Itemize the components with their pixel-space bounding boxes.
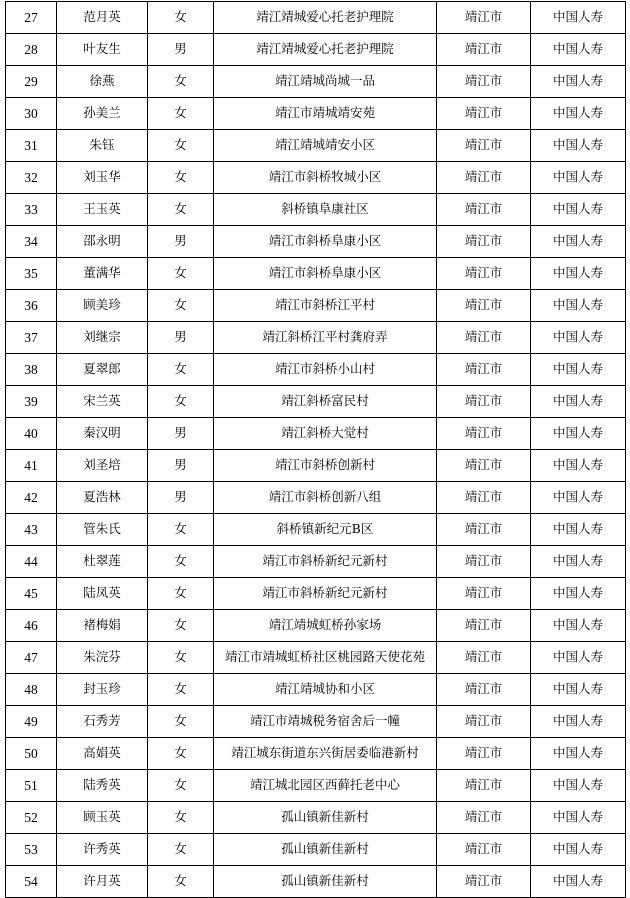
- person-name: 石秀芳: [57, 706, 148, 738]
- table-row: [6, 130, 626, 162]
- insurer: 中国人寿: [531, 866, 626, 898]
- person-name: 许秀英: [57, 834, 148, 866]
- table-row: [6, 290, 626, 322]
- gender: 女: [148, 386, 214, 418]
- table-row: [6, 738, 626, 770]
- row-number: 36: [6, 290, 57, 322]
- city: 靖江市: [437, 514, 531, 546]
- table-row: [6, 578, 626, 610]
- insurer: 中国人寿: [531, 514, 626, 546]
- insurer: 中国人寿: [531, 610, 626, 642]
- person-name: 杜翠莲: [57, 546, 148, 578]
- table-row: [6, 162, 626, 194]
- roster-table-body: [6, 2, 626, 898]
- row-number: 30: [6, 98, 57, 130]
- address: 靖江靖城爱心托老护理院: [214, 2, 437, 34]
- city: 靖江市: [437, 162, 531, 194]
- gender: 女: [148, 66, 214, 98]
- table-row: [6, 834, 626, 866]
- address: 靖江城东街道东兴街居委临港新村: [214, 738, 437, 770]
- table-row: [6, 418, 626, 450]
- address: 靖江靖城爱心托老护理院: [214, 34, 437, 66]
- address: 靖江市斜桥创新村: [214, 450, 437, 482]
- row-number: 44: [6, 546, 57, 578]
- address: 靖江斜桥江平村龚府弄: [214, 322, 437, 354]
- person-name: 顾玉英: [57, 802, 148, 834]
- address: 靖江市斜桥小山村: [214, 354, 437, 386]
- person-name: 封玉珍: [57, 674, 148, 706]
- city: 靖江市: [437, 226, 531, 258]
- address: 靖江市斜桥阜康小区: [214, 226, 437, 258]
- insurer: 中国人寿: [531, 642, 626, 674]
- gender: 男: [148, 482, 214, 514]
- row-number: 50: [6, 738, 57, 770]
- gender: 男: [148, 450, 214, 482]
- row-number: 54: [6, 866, 57, 898]
- insurer: 中国人寿: [531, 34, 626, 66]
- table-row: [6, 674, 626, 706]
- row-number: 28: [6, 34, 57, 66]
- city: 靖江市: [437, 194, 531, 226]
- table-row: [6, 514, 626, 546]
- person-name: 董满华: [57, 258, 148, 290]
- address: 靖江市斜桥阜康小区: [214, 258, 437, 290]
- city: 靖江市: [437, 386, 531, 418]
- insurer: 中国人寿: [531, 418, 626, 450]
- city: 靖江市: [437, 98, 531, 130]
- city: 靖江市: [437, 802, 531, 834]
- person-name: 管朱氏: [57, 514, 148, 546]
- address: 靖江市斜桥新纪元新村: [214, 546, 437, 578]
- table-row: [6, 194, 626, 226]
- person-name: 朱钰: [57, 130, 148, 162]
- person-name: 宋兰英: [57, 386, 148, 418]
- gender: 女: [148, 802, 214, 834]
- gender: 女: [148, 98, 214, 130]
- gender: 女: [148, 258, 214, 290]
- gender: 女: [148, 738, 214, 770]
- table-row: [6, 66, 626, 98]
- insurer: 中国人寿: [531, 834, 626, 866]
- gender: 男: [148, 226, 214, 258]
- city: 靖江市: [437, 290, 531, 322]
- gender: 女: [148, 162, 214, 194]
- person-name: 许月英: [57, 866, 148, 898]
- insurer: 中国人寿: [531, 258, 626, 290]
- row-number: 31: [6, 130, 57, 162]
- address: 靖江市靖城税务宿舍后一幢: [214, 706, 437, 738]
- table-row: [6, 386, 626, 418]
- address: 靖江靖城靖安小区: [214, 130, 437, 162]
- city: 靖江市: [437, 610, 531, 642]
- address: 靖江靖城协和小区: [214, 674, 437, 706]
- table-row: [6, 610, 626, 642]
- insurer: 中国人寿: [531, 354, 626, 386]
- person-name: 秦汉明: [57, 418, 148, 450]
- city: 靖江市: [437, 322, 531, 354]
- address: 斜桥镇阜康社区: [214, 194, 437, 226]
- gender: 女: [148, 290, 214, 322]
- person-name: 邵永明: [57, 226, 148, 258]
- gender: 女: [148, 770, 214, 802]
- city: 靖江市: [437, 258, 531, 290]
- row-number: 41: [6, 450, 57, 482]
- person-name: 王玉英: [57, 194, 148, 226]
- table-row: [6, 322, 626, 354]
- person-name: 刘圣培: [57, 450, 148, 482]
- person-name: 高娟英: [57, 738, 148, 770]
- insurer: 中国人寿: [531, 706, 626, 738]
- insurer: 中国人寿: [531, 482, 626, 514]
- row-number: 32: [6, 162, 57, 194]
- person-name: 徐燕: [57, 66, 148, 98]
- row-number: 48: [6, 674, 57, 706]
- insurer: 中国人寿: [531, 290, 626, 322]
- person-name: 顾美珍: [57, 290, 148, 322]
- person-name: 孙美兰: [57, 98, 148, 130]
- address: 靖江市靖城靖安苑: [214, 98, 437, 130]
- row-number: 42: [6, 482, 57, 514]
- insurer: 中国人寿: [531, 66, 626, 98]
- table-row: [6, 642, 626, 674]
- address: 孤山镇新佳新村: [214, 866, 437, 898]
- insurer: 中国人寿: [531, 130, 626, 162]
- table-row: [6, 770, 626, 802]
- person-name: 夏翠郎: [57, 354, 148, 386]
- row-number: 45: [6, 578, 57, 610]
- city: 靖江市: [437, 770, 531, 802]
- row-number: 53: [6, 834, 57, 866]
- table-row: [6, 546, 626, 578]
- insurer: 中国人寿: [531, 674, 626, 706]
- person-name: 叶友生: [57, 34, 148, 66]
- table-row: [6, 2, 626, 34]
- address: 靖江市斜桥创新八组: [214, 482, 437, 514]
- person-name: 朱浣芬: [57, 642, 148, 674]
- address: 靖江市靖城虹桥社区桃园路天使花苑: [214, 642, 437, 674]
- gender: 男: [148, 34, 214, 66]
- gender: 女: [148, 546, 214, 578]
- row-number: 35: [6, 258, 57, 290]
- city: 靖江市: [437, 418, 531, 450]
- address: 靖江城北园区西藓托老中心: [214, 770, 437, 802]
- person-name: 陆凤英: [57, 578, 148, 610]
- city: 靖江市: [437, 706, 531, 738]
- person-name: 褚梅娟: [57, 610, 148, 642]
- insurer: 中国人寿: [531, 194, 626, 226]
- insurer: 中国人寿: [531, 2, 626, 34]
- row-number: 33: [6, 194, 57, 226]
- person-name: 范月英: [57, 2, 148, 34]
- address: 靖江市斜桥江平村: [214, 290, 437, 322]
- table-row: [6, 226, 626, 258]
- table-row: [6, 802, 626, 834]
- insurer: 中国人寿: [531, 770, 626, 802]
- city: 靖江市: [437, 34, 531, 66]
- insurer: 中国人寿: [531, 98, 626, 130]
- row-number: 51: [6, 770, 57, 802]
- address: 孤山镇新佳新村: [214, 802, 437, 834]
- address: 靖江市斜桥牧城小区: [214, 162, 437, 194]
- city: 靖江市: [437, 2, 531, 34]
- row-number: 37: [6, 322, 57, 354]
- gender: 女: [148, 642, 214, 674]
- row-number: 40: [6, 418, 57, 450]
- gender: 女: [148, 706, 214, 738]
- insurer: 中国人寿: [531, 322, 626, 354]
- city: 靖江市: [437, 866, 531, 898]
- table-row: [6, 258, 626, 290]
- gender: 女: [148, 130, 214, 162]
- table-row: [6, 98, 626, 130]
- table-row: [6, 450, 626, 482]
- gender: 女: [148, 610, 214, 642]
- table-row: [6, 34, 626, 66]
- address: 斜桥镇新纪元B区: [214, 514, 437, 546]
- person-name: 刘玉华: [57, 162, 148, 194]
- gender: 女: [148, 2, 214, 34]
- row-number: 38: [6, 354, 57, 386]
- insurer: 中国人寿: [531, 802, 626, 834]
- city: 靖江市: [437, 66, 531, 98]
- person-name: 陆秀英: [57, 770, 148, 802]
- insurer: 中国人寿: [531, 162, 626, 194]
- roster-table: [5, 1, 626, 898]
- row-number: 27: [6, 2, 57, 34]
- address: 靖江靖城尚城一品: [214, 66, 437, 98]
- gender: 女: [148, 354, 214, 386]
- city: 靖江市: [437, 354, 531, 386]
- gender: 女: [148, 578, 214, 610]
- gender: 男: [148, 418, 214, 450]
- gender: 女: [148, 194, 214, 226]
- city: 靖江市: [437, 546, 531, 578]
- address: 靖江靖城虹桥孙家场: [214, 610, 437, 642]
- city: 靖江市: [437, 450, 531, 482]
- table-row: [6, 354, 626, 386]
- city: 靖江市: [437, 738, 531, 770]
- person-name: 夏浩林: [57, 482, 148, 514]
- insurer: 中国人寿: [531, 546, 626, 578]
- city: 靖江市: [437, 482, 531, 514]
- city: 靖江市: [437, 642, 531, 674]
- city: 靖江市: [437, 834, 531, 866]
- city: 靖江市: [437, 674, 531, 706]
- row-number: 47: [6, 642, 57, 674]
- row-number: 43: [6, 514, 57, 546]
- table-row: [6, 866, 626, 898]
- table-row: [6, 482, 626, 514]
- address: 靖江市斜桥新纪元新村: [214, 578, 437, 610]
- person-name: 刘继宗: [57, 322, 148, 354]
- address: 孤山镇新佳新村: [214, 834, 437, 866]
- row-number: 46: [6, 610, 57, 642]
- table-row: [6, 706, 626, 738]
- gender: 女: [148, 834, 214, 866]
- row-number: 49: [6, 706, 57, 738]
- gender: 男: [148, 322, 214, 354]
- insurer: 中国人寿: [531, 450, 626, 482]
- insurer: 中国人寿: [531, 738, 626, 770]
- address: 靖江斜桥富民村: [214, 386, 437, 418]
- insurer: 中国人寿: [531, 226, 626, 258]
- row-number: 39: [6, 386, 57, 418]
- gender: 女: [148, 514, 214, 546]
- address: 靖江斜桥大觉村: [214, 418, 437, 450]
- insurer: 中国人寿: [531, 386, 626, 418]
- city: 靖江市: [437, 130, 531, 162]
- row-number: 34: [6, 226, 57, 258]
- gender: 女: [148, 866, 214, 898]
- row-number: 52: [6, 802, 57, 834]
- row-number: 29: [6, 66, 57, 98]
- city: 靖江市: [437, 578, 531, 610]
- insurer: 中国人寿: [531, 578, 626, 610]
- gender: 女: [148, 674, 214, 706]
